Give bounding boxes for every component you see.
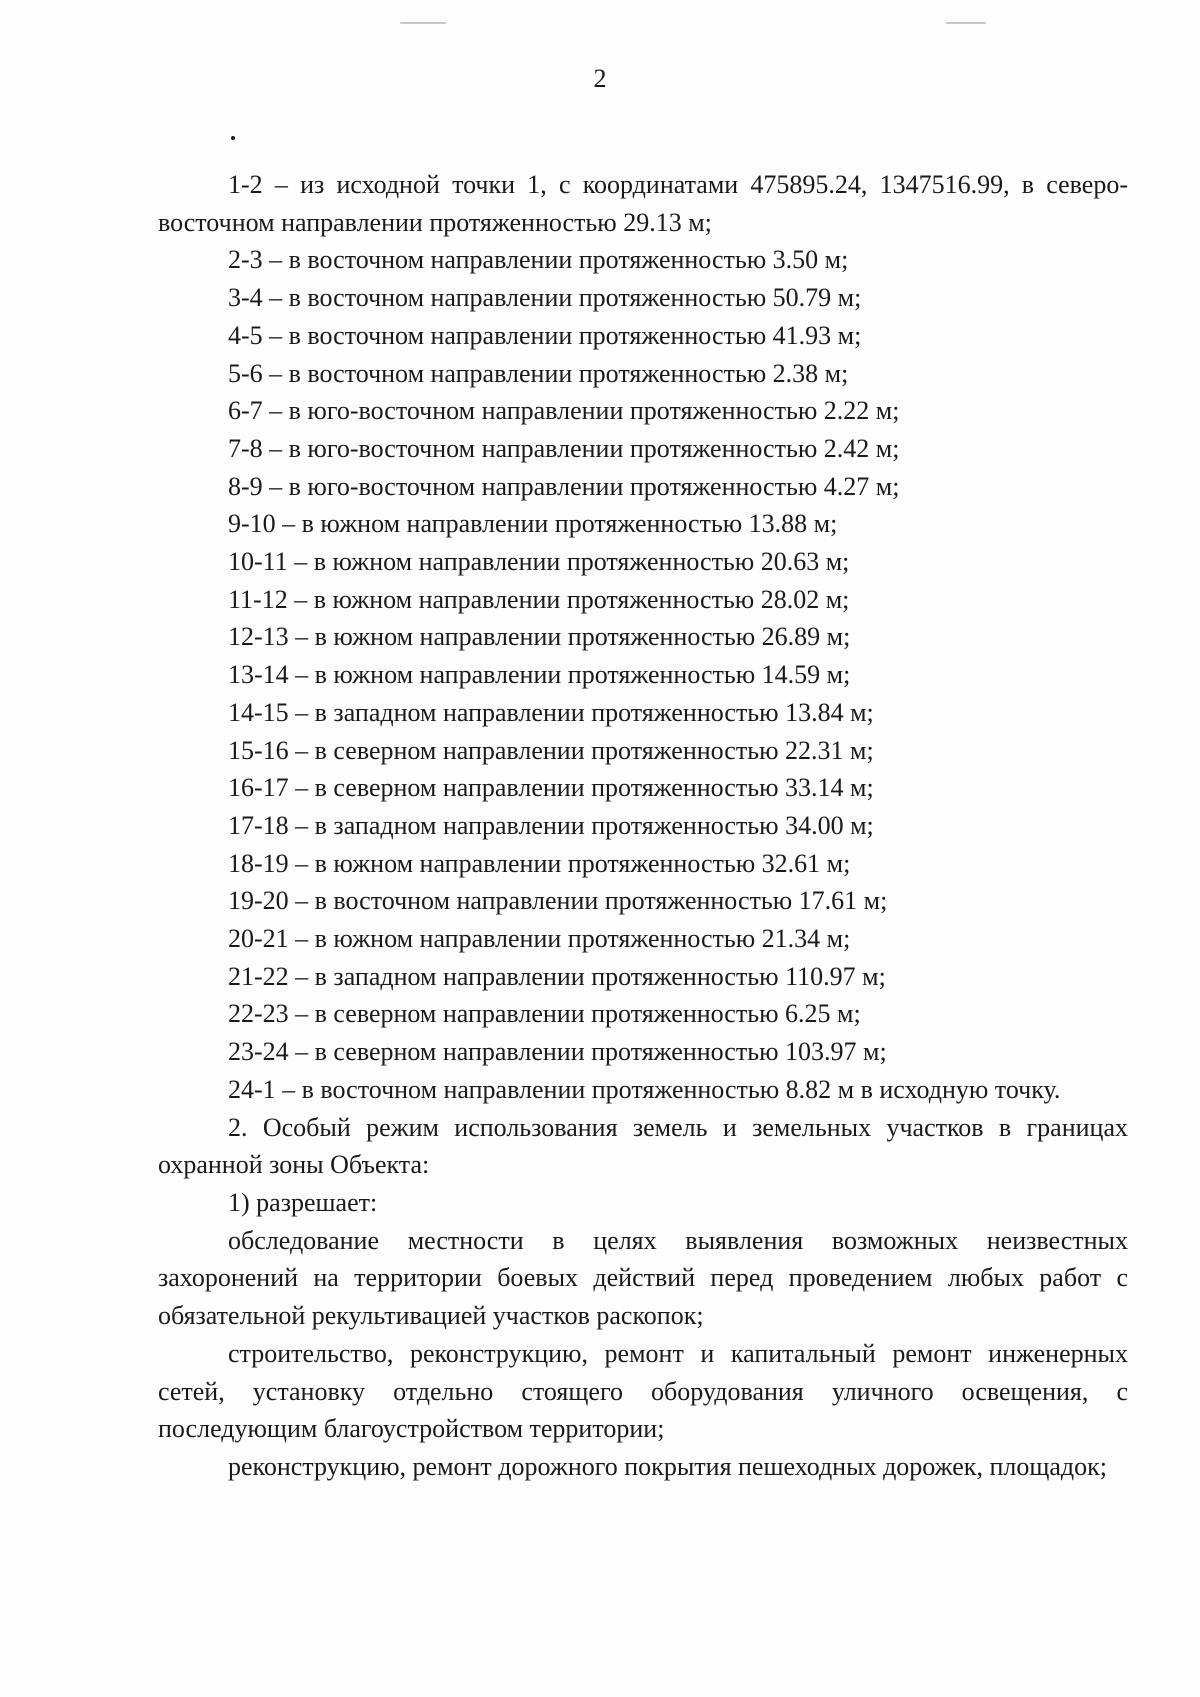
document-body [158, 166, 1128, 1486]
boundary-segment: 23-24 – в северном направлении протяженностью 103.97 м; [228, 1037, 887, 1067]
allowed-item: строительство, реконструкцию, ремонт и капитальный ремонт инженерных сетей, установку отдельно стоящего оборудования уличного освещения, с последующим благоустройством территории; [158, 1338, 1128, 1444]
scan-speck [946, 22, 986, 24]
allowed-item: реконструкцию, ремонт дорожного покрытия пешеходных дорожек, площадок; [228, 1451, 1107, 1481]
boundary-segment-intro: 1-2 – из исходной точки 1, с координатами 475895.24, 1347516.99, в северо-восточном направлении протяженностью 29.13 м; [158, 170, 1128, 237]
boundary-segment: 18-19 – в южном направлении протяженностью 32.61 м; [228, 848, 851, 878]
boundary-segment: 21-22 – в западном направлении протяженностью 110.97 м; [228, 961, 886, 991]
boundary-segment: 4-5 – в восточном направлении протяженностью 41.93 м; [228, 320, 862, 350]
subsection-1-label: 1) разрешает: [228, 1187, 378, 1217]
boundary-segment: 13-14 – в южном направлении протяженностью 14.59 м; [228, 660, 851, 690]
page-number: 2 [593, 64, 607, 93]
boundary-segment: 10-11 – в южном направлении протяженностью 20.63 м; [228, 547, 850, 577]
boundary-segment: 11-12 – в южном направлении протяженностью 28.02 м; [228, 584, 850, 614]
boundary-segment: 7-8 – в юго-восточном направлении протяженностью 2.42 м; [228, 433, 900, 463]
boundary-segment: 22-23 – в северном направлении протяженностью 6.25 м; [228, 999, 861, 1029]
boundary-segment: 5-6 – в восточном направлении протяженностью 2.38 м; [228, 358, 849, 388]
scan-speck [400, 22, 446, 24]
boundary-segment: 3-4 – в восточном направлении протяженностью 50.79 м; [228, 283, 862, 313]
boundary-segment: 15-16 – в северном направлении протяженностью 22.31 м; [228, 735, 874, 765]
boundary-segment: 9-10 – в южном направлении протяженностью 13.88 м; [228, 509, 838, 539]
boundary-segment: 8-9 – в юго-восточном направлении протяженностью 4.27 м; [228, 471, 900, 501]
boundary-segment: 6-7 – в юго-восточном направлении протяженностью 2.22 м; [228, 396, 900, 426]
stray-mark [231, 136, 235, 140]
boundary-segment: 14-15 – в западном направлении протяженностью 13.84 м; [228, 697, 874, 727]
allowed-item: обследование местности в целях выявления возможных неизвестных захоронений на территории боевых действий перед проведением любых работ с обязательной рекультивацией участков раскопок; [158, 1225, 1128, 1331]
boundary-segment: 2-3 – в восточном направлении протяженностью 3.50 м; [228, 245, 849, 275]
boundary-segment: 19-20 – в восточном направлении протяженностью 17.61 м; [228, 886, 888, 916]
boundary-segment: 12-13 – в южном направлении протяженностью 26.89 м; [228, 622, 851, 652]
boundary-segment: 16-17 – в северном направлении протяженностью 33.14 м; [228, 773, 874, 803]
boundary-segment: 17-18 – в западном направлении протяженностью 34.00 м; [228, 810, 874, 840]
boundary-segment: 20-21 – в южном направлении протяженностью 21.34 м; [228, 924, 851, 954]
section-2-heading: 2. Особый режим использования земель и земельных участков в границах охранной зоны Объекта: [158, 1112, 1128, 1180]
boundary-segment-closing: 24-1 – в восточном направлении протяженностью 8.82 м в исходную точку. [228, 1074, 1061, 1104]
